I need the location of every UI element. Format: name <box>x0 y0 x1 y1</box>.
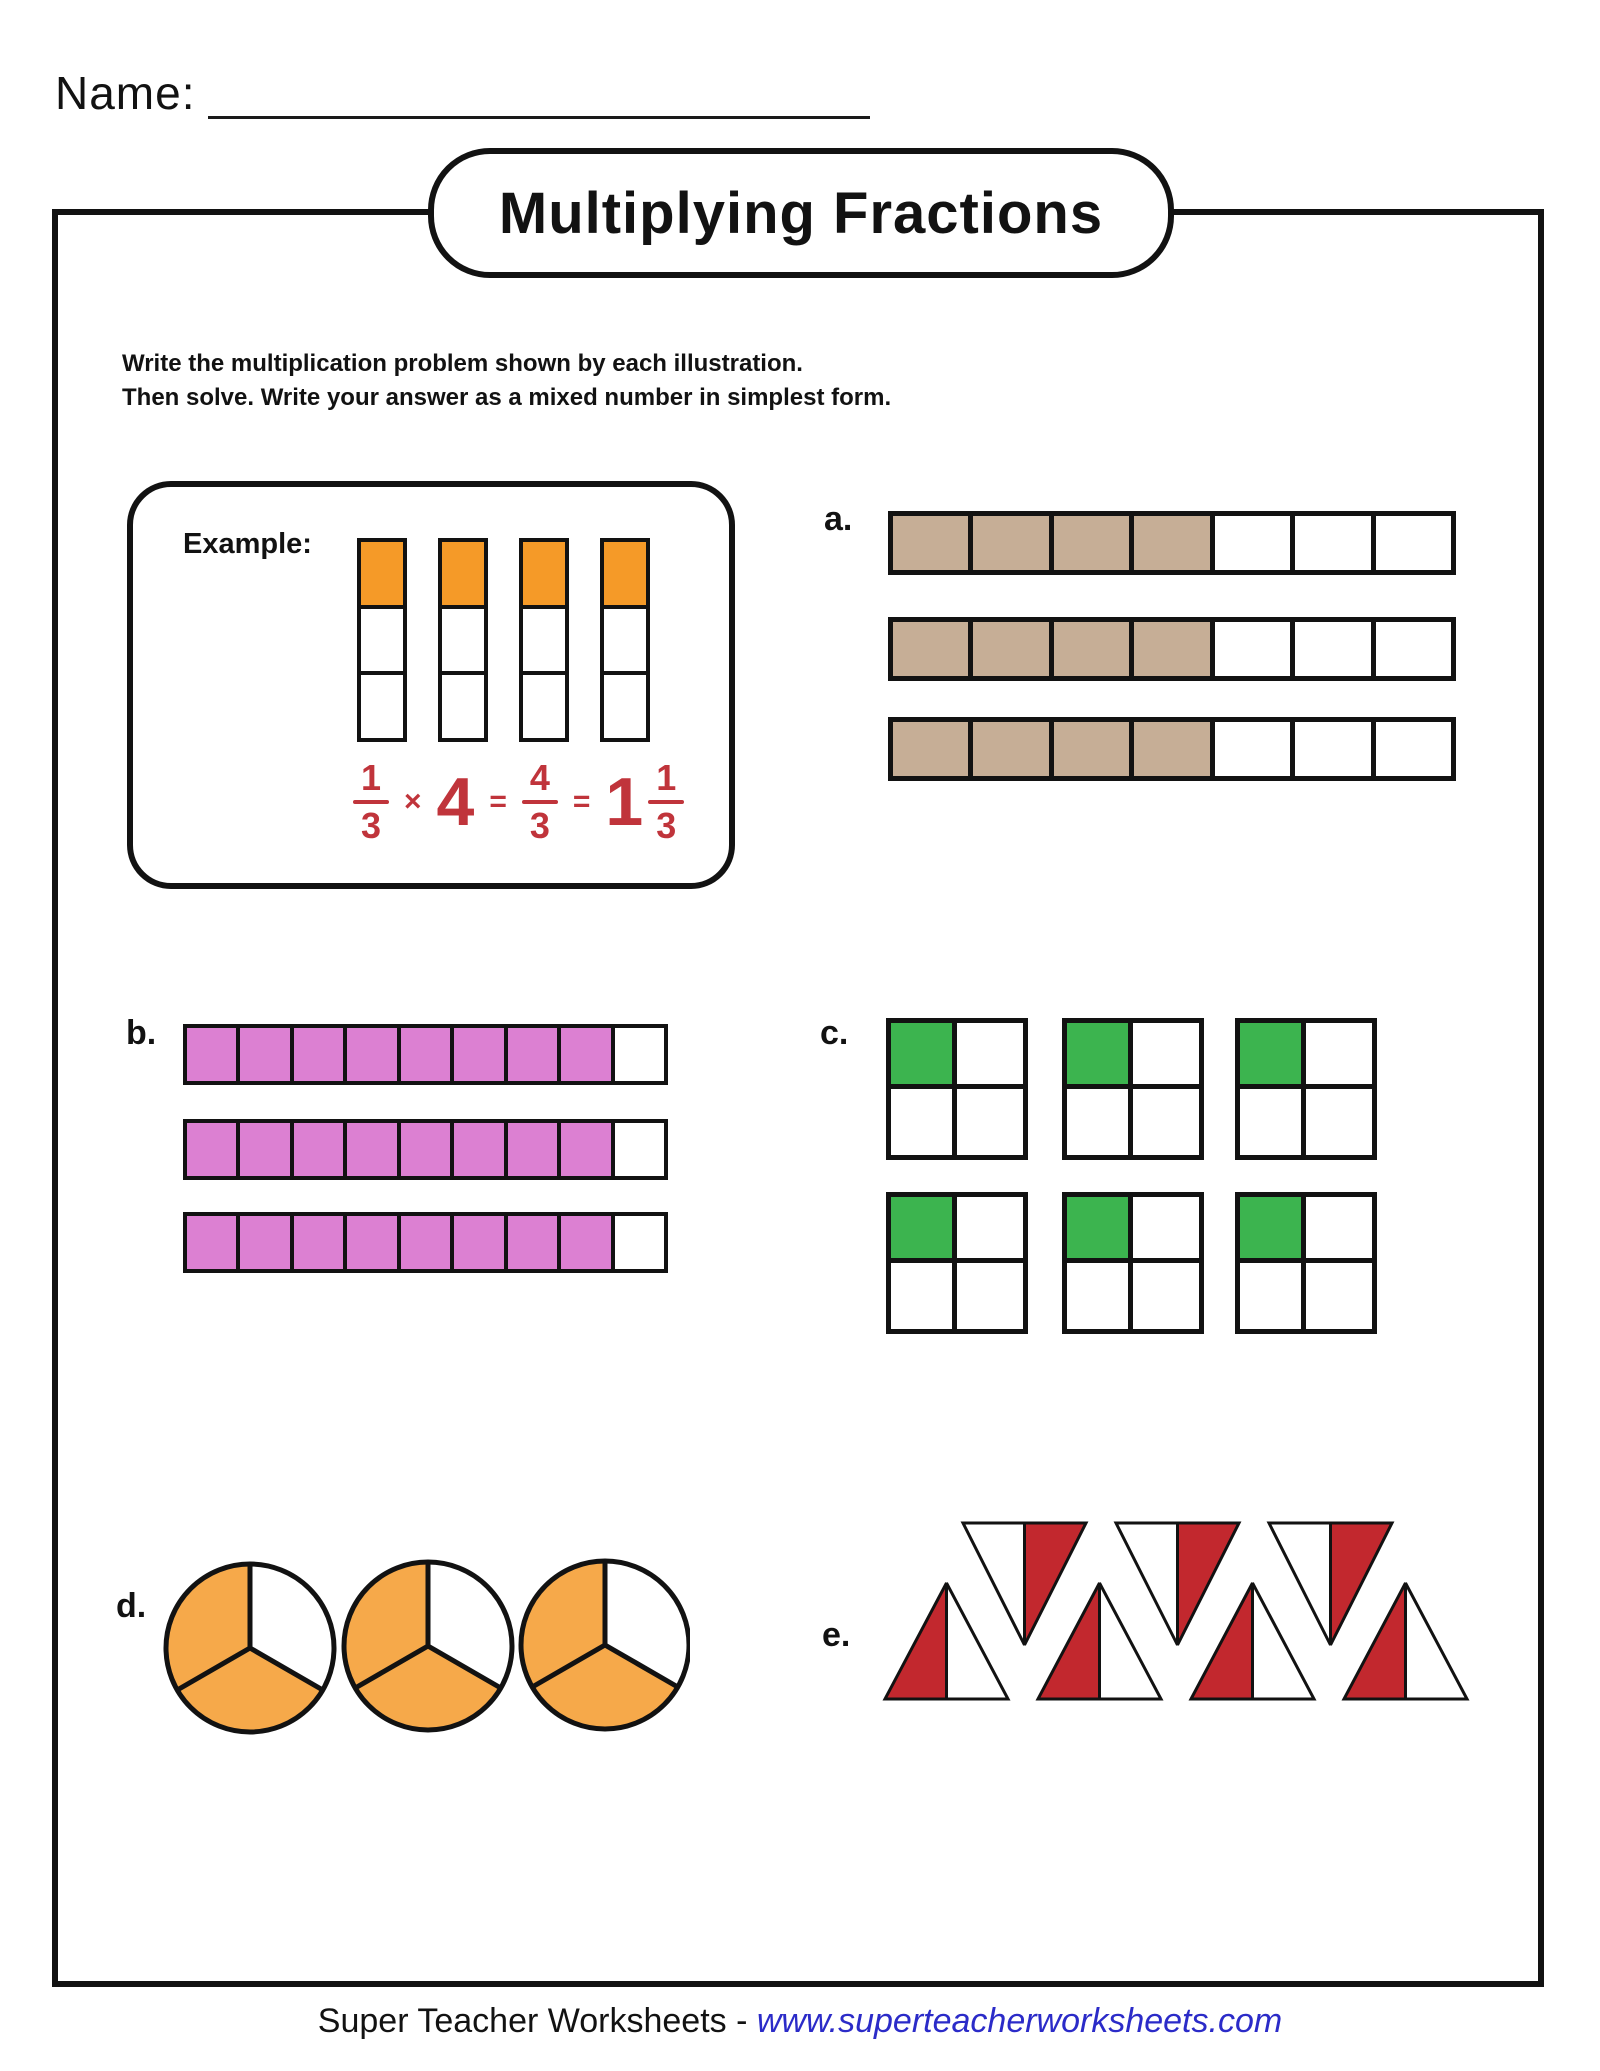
bar-cell <box>504 1028 557 1081</box>
fraction-strip <box>183 1119 668 1180</box>
title-banner <box>428 148 1174 278</box>
bar-cell <box>611 1123 664 1176</box>
triangle-half <box>1116 1523 1178 1645</box>
name-label: Name: <box>55 67 196 119</box>
bar-cell <box>1129 722 1209 776</box>
fraction-strip <box>183 1212 668 1273</box>
bar-cell <box>343 1216 396 1269</box>
bar-cell <box>1371 722 1451 776</box>
fraction-grid <box>1062 1192 1204 1334</box>
problem-d-label: d. <box>116 1587 147 1625</box>
bar-cell <box>1129 516 1209 570</box>
grid-cell <box>1067 1089 1133 1155</box>
bar-cell <box>557 1216 610 1269</box>
grid-cell <box>1306 1197 1372 1263</box>
fraction-four-thirds: $\frac{4}{3}$ <box>522 760 558 844</box>
triangle-half <box>947 1583 1009 1699</box>
grid-cell <box>957 1263 1023 1329</box>
bar-cell <box>1049 622 1129 676</box>
bar-cell <box>968 516 1048 570</box>
bar-cell <box>893 622 968 676</box>
fraction-grid <box>886 1018 1028 1160</box>
bar-cell <box>361 671 403 738</box>
example-equation <box>353 757 684 846</box>
name-blank-line <box>208 116 870 119</box>
triangle-halves-group <box>875 1513 1487 1709</box>
bar-cell <box>290 1123 343 1176</box>
bar-cell <box>397 1216 450 1269</box>
footer <box>0 2002 1600 2041</box>
fraction-bar <box>648 800 684 804</box>
bar-cell <box>893 516 968 570</box>
example-label: Example: <box>183 528 312 560</box>
grid-cell <box>1133 1023 1199 1089</box>
bar-cell <box>290 1028 343 1081</box>
grid-cell <box>1240 1197 1306 1263</box>
bar-cell <box>290 1216 343 1269</box>
triangle-half <box>1100 1583 1162 1699</box>
triangle-half <box>885 1583 947 1699</box>
bar-cell <box>236 1028 289 1081</box>
bar-cell <box>1290 722 1370 776</box>
equals-sign: = <box>572 785 591 818</box>
grid-cell <box>957 1023 1023 1089</box>
fraction-one-third: $\frac{1}{3}$ <box>648 760 684 844</box>
circle-thirds-group <box>160 1556 690 1740</box>
bar-cell <box>1210 722 1290 776</box>
bar-cell <box>450 1123 503 1176</box>
bar-cell <box>604 542 646 605</box>
problem-b-label: b. <box>126 1014 157 1052</box>
grid-cell <box>1067 1263 1133 1329</box>
bar-cell <box>397 1123 450 1176</box>
bar-cell <box>611 1028 664 1081</box>
example-fraction-bar <box>519 538 569 742</box>
bar-cell <box>523 671 565 738</box>
grid-cell <box>1067 1197 1133 1263</box>
problem-a-label: a. <box>824 500 853 538</box>
bar-cell <box>236 1123 289 1176</box>
problem-e-label: e. <box>822 1616 851 1654</box>
bar-cell <box>343 1028 396 1081</box>
grid-cell <box>1306 1263 1372 1329</box>
grid-cell <box>891 1023 957 1089</box>
grid-cell <box>957 1197 1023 1263</box>
bar-cell <box>523 542 565 605</box>
grid-cell <box>1240 1089 1306 1155</box>
bar-cell <box>450 1216 503 1269</box>
bar-cell <box>236 1216 289 1269</box>
grid-cell <box>1067 1023 1133 1089</box>
bar-cell <box>1210 622 1290 676</box>
grid-cell <box>1306 1023 1372 1089</box>
bar-cell <box>1371 516 1451 570</box>
bar-cell <box>1210 516 1290 570</box>
bar-cell <box>450 1028 503 1081</box>
bar-cell <box>1049 722 1129 776</box>
fraction-grid <box>1062 1018 1204 1160</box>
triangle-half <box>1269 1523 1331 1645</box>
fraction-bar <box>522 800 558 804</box>
whole-number-factor: 4 <box>436 764 475 840</box>
bar-cell <box>442 542 484 605</box>
bar-cell <box>504 1123 557 1176</box>
grid-cell <box>891 1263 957 1329</box>
bar-cell <box>361 605 403 672</box>
bar-cell <box>187 1028 236 1081</box>
triangle-half <box>963 1523 1025 1645</box>
example-fraction-bar <box>438 538 488 742</box>
mixed-number-answer: 1 $\frac{1}{3}$ <box>605 760 684 844</box>
grid-cell <box>891 1089 957 1155</box>
bar-cell <box>361 542 403 605</box>
bar-cell <box>557 1028 610 1081</box>
bar-cell <box>557 1123 610 1176</box>
triangle-half <box>1253 1583 1315 1699</box>
bar-cell <box>1290 516 1370 570</box>
grid-cell <box>891 1197 957 1263</box>
fraction-strip <box>183 1024 668 1085</box>
fraction-strip <box>888 511 1456 575</box>
fraction-strip <box>888 617 1456 681</box>
bar-cell <box>604 671 646 738</box>
instructions <box>122 347 891 415</box>
fraction-bar <box>353 800 389 804</box>
grid-cell <box>957 1089 1023 1155</box>
example-fraction-bar <box>357 538 407 742</box>
triangle-half <box>1406 1583 1468 1699</box>
bar-cell <box>397 1028 450 1081</box>
bar-cell <box>504 1216 557 1269</box>
bar-cell <box>611 1216 664 1269</box>
grid-cell <box>1240 1023 1306 1089</box>
bar-cell <box>442 671 484 738</box>
instructions-line-1: Write the multiplication problem shown by each illustration. <box>122 350 803 377</box>
page-title: Multiplying Fractions <box>498 180 1104 246</box>
fraction-grid <box>1235 1018 1377 1160</box>
grid-cell <box>1306 1089 1372 1155</box>
bar-cell <box>523 605 565 672</box>
fraction-grid <box>1235 1192 1377 1334</box>
instructions-line-2: Then solve. Write your answer as a mixed number in simplest form. <box>122 384 892 411</box>
bar-cell <box>343 1123 396 1176</box>
bar-cell <box>1129 622 1209 676</box>
example-fraction-bar <box>600 538 650 742</box>
footer-brand: Super Teacher Worksheets - <box>317 2002 757 2040</box>
grid-cell <box>1133 1263 1199 1329</box>
bar-cell <box>1371 622 1451 676</box>
multiply-sign: × <box>404 785 422 818</box>
problem-c-label: c. <box>820 1014 849 1052</box>
bar-cell <box>893 722 968 776</box>
bar-cell <box>968 622 1048 676</box>
bar-cell <box>604 605 646 672</box>
equals-sign: = <box>489 785 507 818</box>
grid-cell <box>1240 1263 1306 1329</box>
fraction-grid <box>886 1192 1028 1334</box>
bar-cell <box>1290 622 1370 676</box>
bar-cell <box>968 722 1048 776</box>
fraction-one-third: $\frac{1}{3}$ <box>353 760 389 844</box>
bar-cell <box>187 1216 236 1269</box>
fraction-strip <box>888 717 1456 781</box>
grid-cell <box>1133 1089 1199 1155</box>
bar-cell <box>442 605 484 672</box>
bar-cell <box>187 1123 236 1176</box>
grid-cell <box>1133 1197 1199 1263</box>
footer-link[interactable]: www.superteacherworksheets.com <box>756 2002 1283 2040</box>
bar-cell <box>1049 516 1129 570</box>
